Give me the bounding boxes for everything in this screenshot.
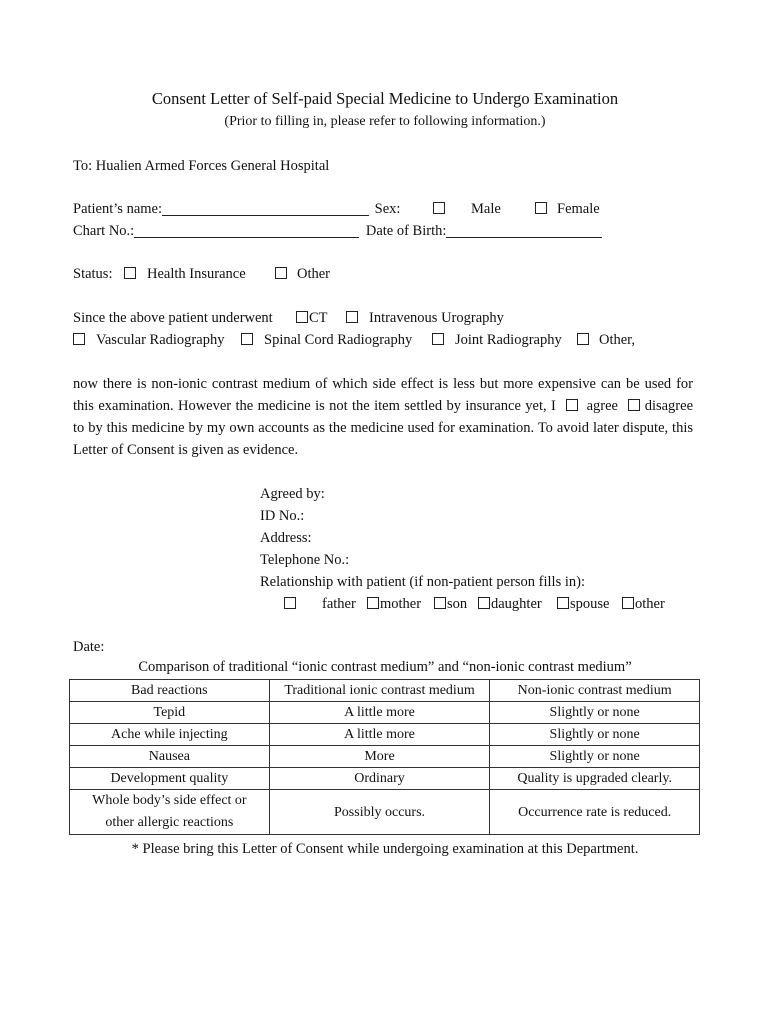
table-cell: Tepid xyxy=(70,702,270,724)
table-cell: A little more xyxy=(269,724,490,746)
document-subtitle: (Prior to filling in, please refer to following information.) xyxy=(224,114,546,129)
patient-name-field[interactable] xyxy=(162,201,369,216)
spouse-label: spouse xyxy=(570,596,610,612)
ct-checkbox[interactable] xyxy=(296,311,308,323)
exam-other-label: Other, xyxy=(599,332,636,348)
table-cell: More xyxy=(269,746,490,768)
footnote: * Please bring this Letter of Consent while undergoing examination at this Department. xyxy=(131,841,639,857)
dob-label: Date of Birth: xyxy=(365,223,447,239)
disagree-checkbox[interactable] xyxy=(628,399,640,411)
spinal-checkbox[interactable] xyxy=(241,333,253,345)
agree-label: agree xyxy=(586,398,618,414)
table-cell: Slightly or none xyxy=(490,724,700,746)
table-row xyxy=(70,746,700,768)
spinal-label: Spinal Cord Radiography xyxy=(264,332,413,348)
iv-urography-label: Intravenous Urography xyxy=(369,310,504,326)
table-row xyxy=(70,790,700,835)
table-cell: Whole body’s side effect or other allergic reactions xyxy=(70,790,270,835)
sex-label: Sex: xyxy=(374,201,401,217)
chart-no-field[interactable] xyxy=(134,223,359,238)
agree-checkbox[interactable] xyxy=(566,399,578,411)
exam-other-checkbox[interactable] xyxy=(577,333,589,345)
status-label: Status: xyxy=(73,266,113,282)
table-row xyxy=(70,702,700,724)
date-label: Date: xyxy=(73,639,105,655)
vascular-label: Vascular Radiography xyxy=(96,332,225,348)
table-row xyxy=(70,768,700,790)
female-checkbox[interactable] xyxy=(535,202,547,214)
chart-no-label: Chart No.: xyxy=(73,223,135,239)
health-insurance-checkbox[interactable] xyxy=(124,267,136,279)
relation-other-label: other xyxy=(635,596,665,612)
address-label: Address: xyxy=(260,530,312,546)
table-cell: A little more xyxy=(269,702,490,724)
relation-other-checkbox[interactable] xyxy=(622,597,634,609)
table-cell: Slightly or none xyxy=(490,702,700,724)
consent-paragraph xyxy=(73,373,693,461)
addressee-line: To: Hualien Armed Forces General Hospital xyxy=(73,158,330,174)
consent-text-part1: now there is non-ionic contrast medium of which side effect is less but more expensive can be used for this examination. However the medicine is not the item settled by insurance yet, I xyxy=(73,376,693,414)
mother-checkbox[interactable] xyxy=(367,597,379,609)
telephone-label: Telephone No.: xyxy=(260,552,350,568)
daughter-label: daughter xyxy=(491,596,542,612)
table-cell: Occurrence rate is reduced. xyxy=(490,790,700,835)
spouse-checkbox[interactable] xyxy=(557,597,569,609)
male-checkbox[interactable] xyxy=(433,202,445,214)
table-header-cell: Bad reactions xyxy=(70,680,270,702)
table-cell: Ache while injecting xyxy=(70,724,270,746)
mother-label: mother xyxy=(380,596,422,612)
female-label: Female xyxy=(557,201,600,217)
id-no-label: ID No.: xyxy=(260,508,305,524)
daughter-checkbox[interactable] xyxy=(478,597,490,609)
comparison-title: Comparison of traditional “ionic contrast medium” and “non-ionic contrast medium” xyxy=(138,659,632,675)
son-checkbox[interactable] xyxy=(434,597,446,609)
ct-label: CT xyxy=(309,310,328,326)
table-cell: Nausea xyxy=(70,746,270,768)
son-label: son xyxy=(447,596,468,612)
relationship-label: Relationship with patient (if non-patient person fills in): xyxy=(260,574,585,590)
exam-lead-text: Since the above patient underwent xyxy=(73,310,273,326)
status-other-label: Other xyxy=(297,266,331,282)
table-cell: Slightly or none xyxy=(490,746,700,768)
vascular-checkbox[interactable] xyxy=(73,333,85,345)
iv-urography-checkbox[interactable] xyxy=(346,311,358,323)
joint-checkbox[interactable] xyxy=(432,333,444,345)
table-cell: Quality is upgraded clearly. xyxy=(490,768,700,790)
comparison-table xyxy=(69,679,700,835)
joint-label: Joint Radiography xyxy=(455,332,562,348)
table-header-row xyxy=(70,680,700,702)
table-header-cell: Traditional ionic contrast medium xyxy=(269,680,490,702)
table-header-cell: Non-ionic contrast medium xyxy=(490,680,700,702)
dob-field[interactable] xyxy=(446,223,602,238)
consent-text-part2: disagree to by this medicine by my own accounts as the medicine used for examination. To avoid later dispute, this Letter of Consent is given as evidence. xyxy=(73,398,694,458)
male-label: Male xyxy=(471,201,501,217)
table-row xyxy=(70,724,700,746)
patient-name-label: Patient’s name: xyxy=(73,201,162,217)
father-checkbox[interactable] xyxy=(284,597,296,609)
table-cell: Development quality xyxy=(70,768,270,790)
health-insurance-label: Health Insurance xyxy=(147,266,246,282)
agreed-by-label: Agreed by: xyxy=(260,486,325,502)
patient-name-row xyxy=(73,200,400,218)
table-cell: Ordinary xyxy=(269,768,490,790)
father-label: father xyxy=(322,596,356,612)
document-title: Consent Letter of Self-paid Special Medicine to Undergo Examination xyxy=(151,89,619,108)
status-other-checkbox[interactable] xyxy=(275,267,287,279)
table-cell: Possibly occurs. xyxy=(269,790,490,835)
chart-row xyxy=(73,222,602,240)
